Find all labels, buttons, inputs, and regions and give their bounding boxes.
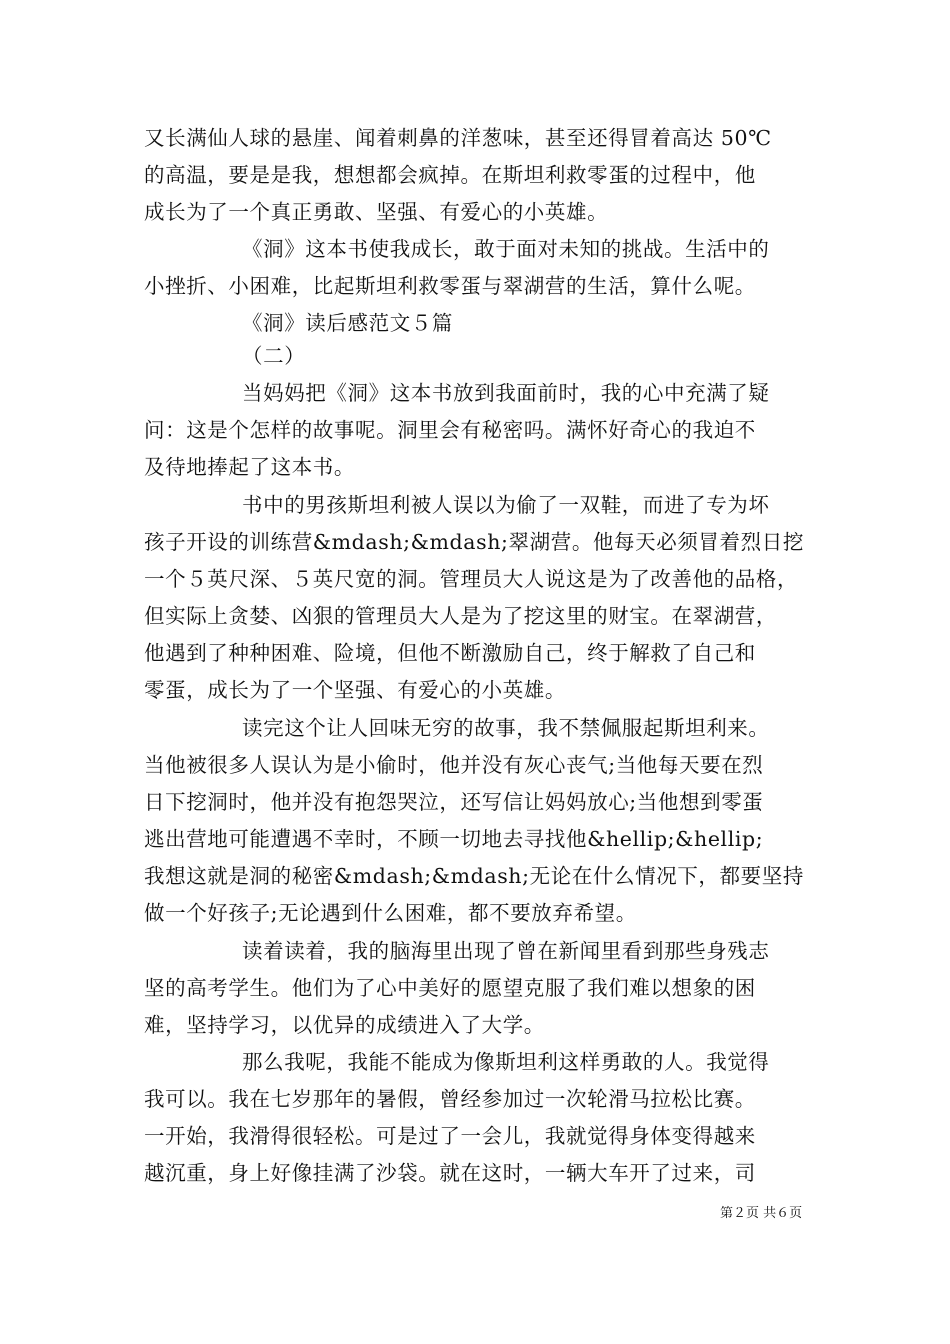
text-line: 及待地捧起了这本书。: [144, 455, 355, 479]
text-line: 一开始，我滑得很轻松。可是过了一会儿，我就觉得身体变得越来: [144, 1124, 756, 1148]
text-line: 我想这就是洞的秘密&mdash;&mdash;无论在什么情况下，都要坚持: [144, 864, 804, 888]
text-line: 《洞》这本书使我成长，敢于面对未知的挑战。生活中的: [242, 237, 770, 261]
section-number: （二）: [242, 344, 306, 368]
text-line: 问：这是个怎样的故事呢。洞里会有秘密吗。满怀好奇心的我迫不: [144, 418, 756, 442]
text-line: 成长为了一个真正勇敢、坚强、有爱心的小英雄。: [144, 200, 609, 224]
text-line: 坚的高考学生。他们为了心中美好的愿望克服了我们难以想象的困: [144, 976, 756, 1000]
text-line: 但实际上贪婪、凶狠的管理员大人是为了挖这里的财宝。在翠湖营，: [144, 604, 777, 628]
text-line: 难，坚持学习，以优异的成绩进入了大学。: [144, 1013, 545, 1037]
text-line: 又长满仙人球的悬崖、闻着刺鼻的洋葱味，甚至还得冒着高达 50℃: [144, 126, 772, 150]
text-line: 他遇到了种种困难、险境，但他不断激励自己，终于解救了自己和: [144, 641, 756, 665]
text-line: 一个５英尺深、５英尺宽的洞。管理员大人说这是为了改善他的品格，: [144, 567, 799, 591]
text-line: 小挫折、小困难，比起斯坦利救零蛋与翠湖营的生活，算什么呢。: [144, 274, 756, 298]
text-line: 越沉重，身上好像挂满了沙袋。就在这时，一辆大车开了过来，司: [144, 1161, 756, 1185]
text-line: 读着读着，我的脑海里出现了曾在新闻里看到那些身残志: [242, 939, 770, 963]
text-line: 我可以。我在七岁那年的暑假，曾经参加过一次轮滑马拉松比赛。: [144, 1087, 756, 1111]
text-line: 那么我呢，我能不能成为像斯坦利这样勇敢的人。我觉得: [242, 1050, 770, 1074]
text-line: 孩子开设的训练营&mdash;&mdash;翠湖营。他每天必须冒着烈日挖: [144, 530, 804, 554]
text-line: 读完这个让人回味无穷的故事，我不禁佩服起斯坦利来。: [242, 716, 770, 740]
text-line: 逃出营地可能遭遇不幸时，不顾一切地去寻找他&hellip;&hellip;: [144, 827, 764, 851]
section-heading: 《洞》读后感范文５篇: [242, 311, 453, 335]
text-line: 当妈妈把《洞》这本书放到我面前时，我的心中充满了疑: [242, 381, 770, 405]
text-line: 当他被很多人误认为是小偷时，他并没有灰心丧气;当他每天要在烈: [144, 753, 764, 777]
text-line: 日下挖洞时，他并没有抱怨哭泣，还写信让妈妈放心;当他想到零蛋: [144, 790, 764, 814]
text-line: 做一个好孩子;无论遇到什么困难，都不要放弃希望。: [144, 901, 637, 925]
text-line: 的高温，要是是我，想想都会疯掉。在斯坦利救零蛋的过程中，他: [144, 163, 756, 187]
page-footer: 第２页 共６页: [720, 1206, 803, 1221]
text-line: 零蛋，成长为了一个坚强、有爱心的小英雄。: [144, 678, 566, 702]
text-line: 书中的男孩斯坦利被人误以为偷了一双鞋，而进了专为坏: [242, 493, 770, 517]
